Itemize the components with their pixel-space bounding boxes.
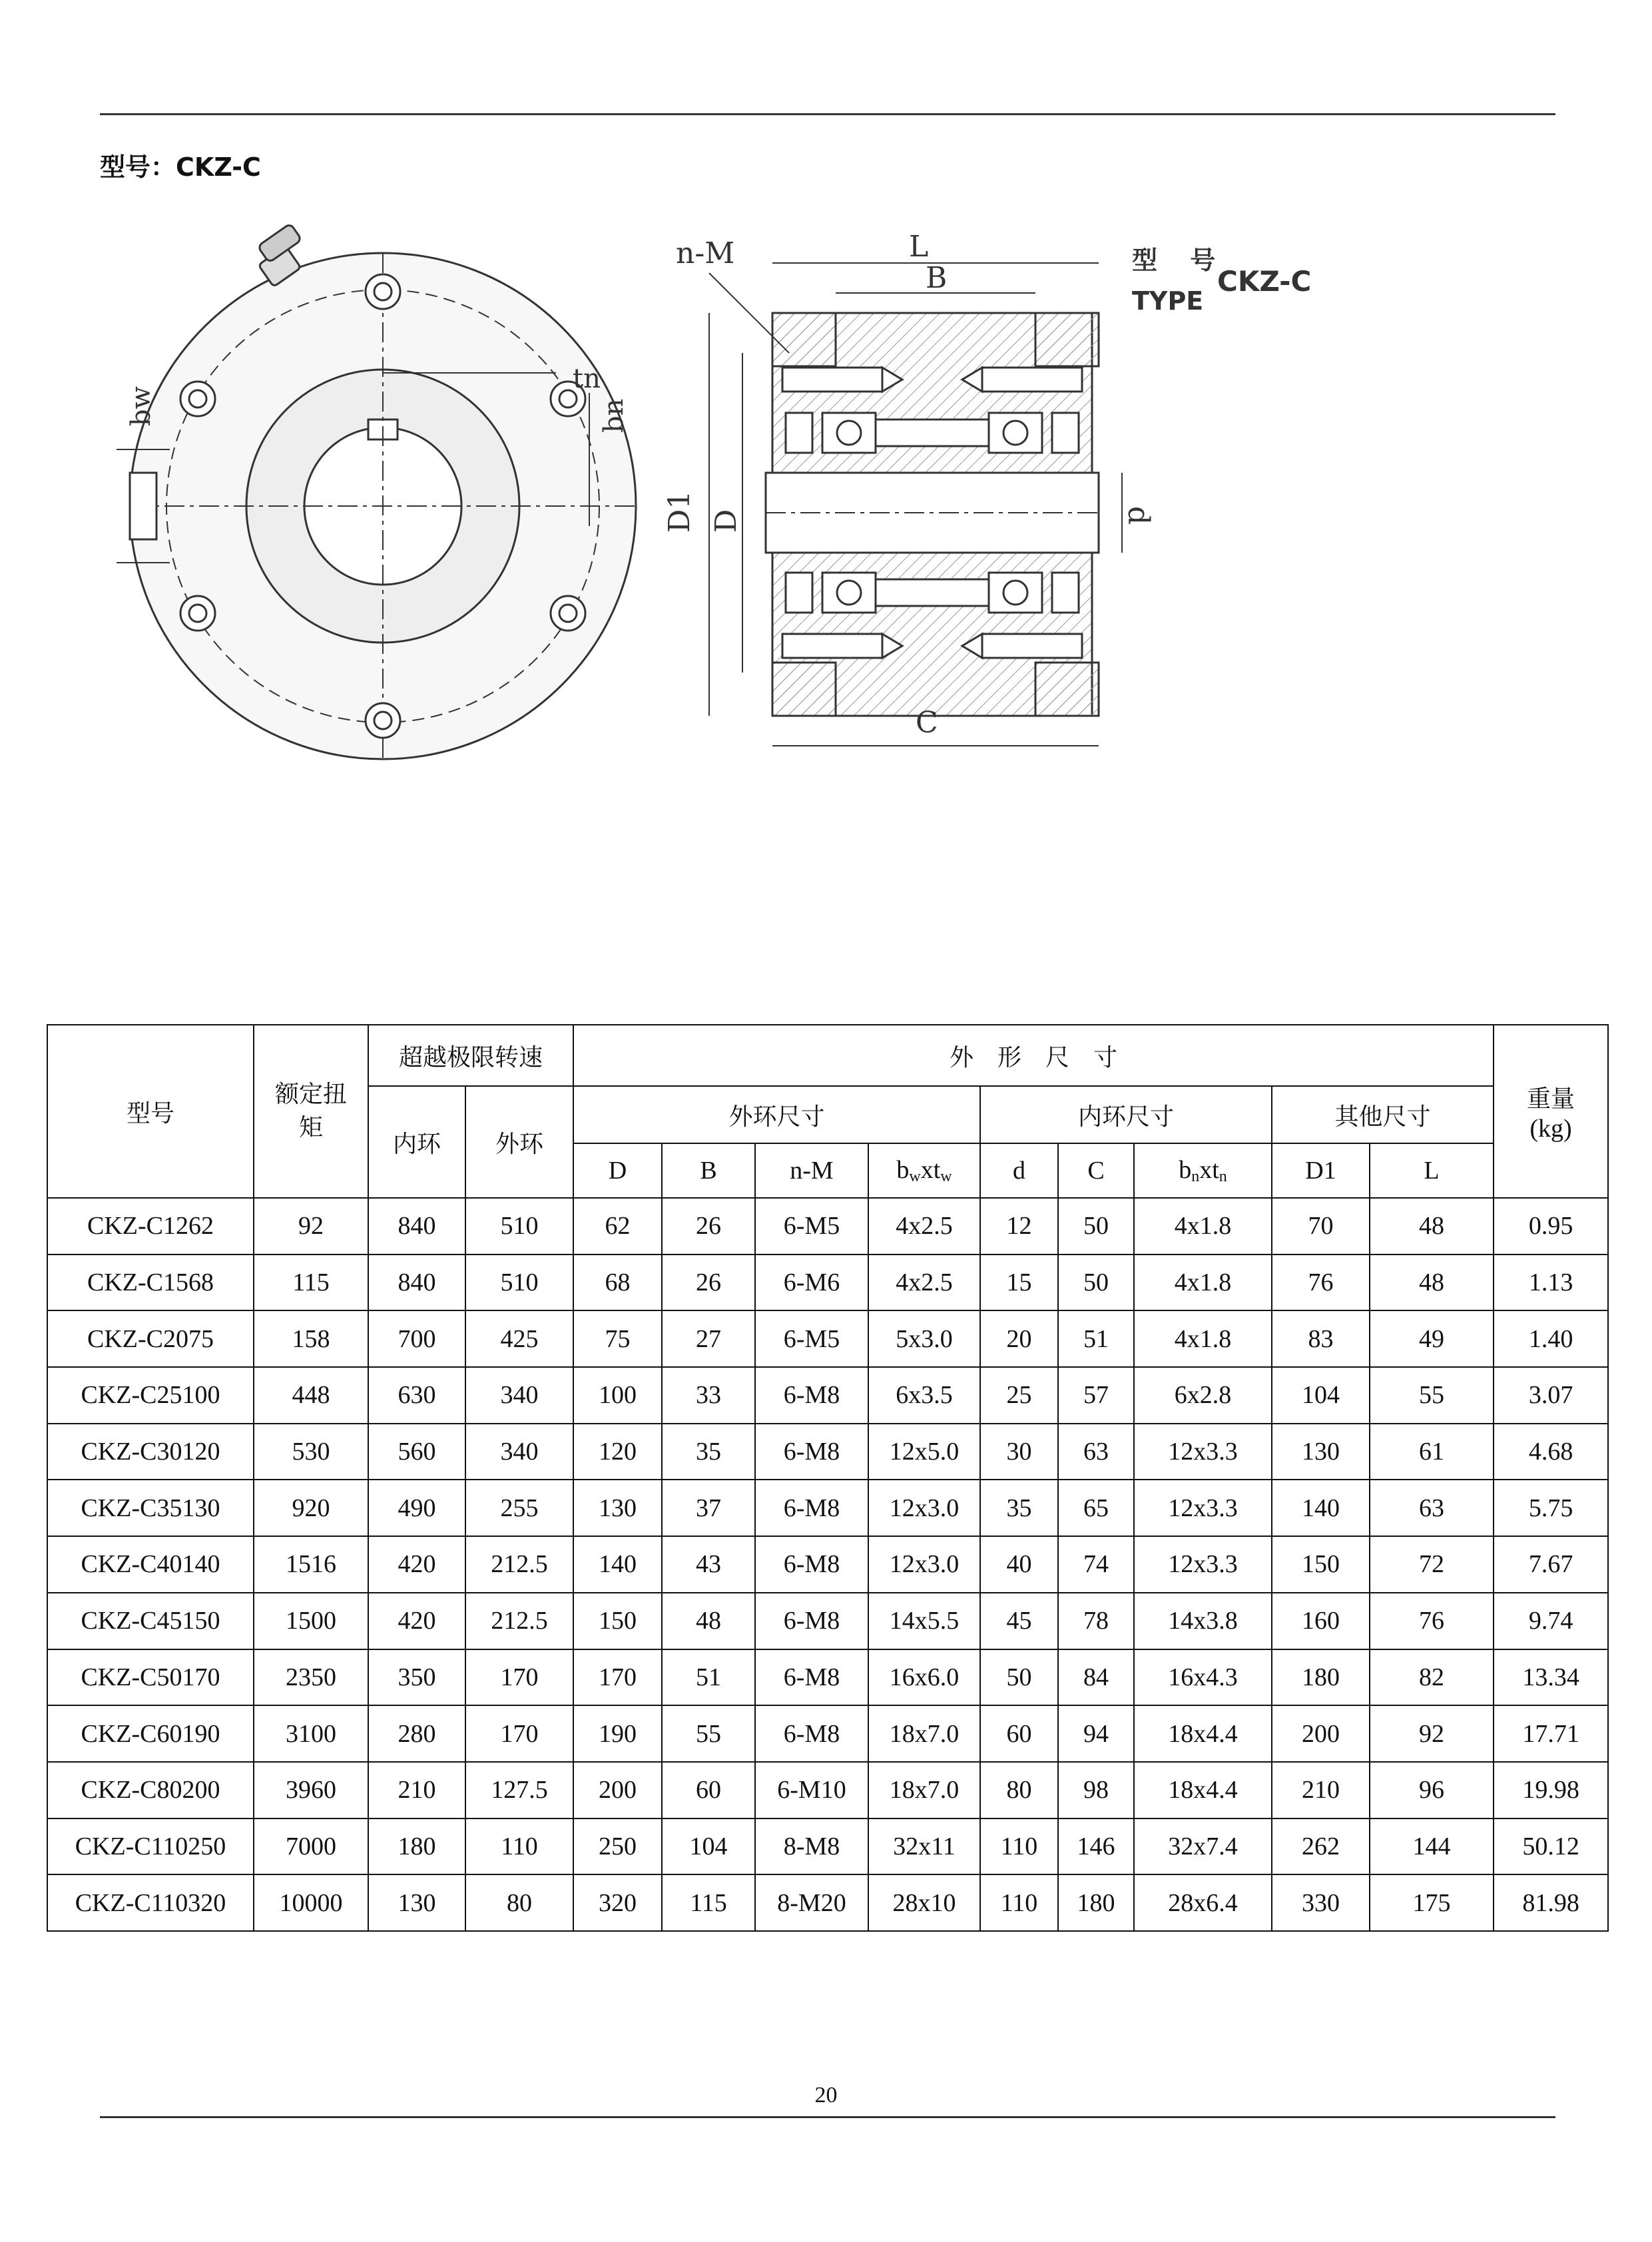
table-cell: 130: [368, 1874, 465, 1931]
header-other-dims: 其他尺寸: [1272, 1086, 1494, 1143]
table-cell: 5.75: [1494, 1480, 1608, 1536]
header-d: d: [980, 1143, 1058, 1198]
table-cell: 84: [1058, 1649, 1134, 1706]
table-cell: 6x2.8: [1134, 1367, 1272, 1424]
table-cell: CKZ-C35130: [47, 1480, 254, 1536]
table-cell: 12x5.0: [868, 1424, 980, 1480]
table-cell: 12: [980, 1198, 1058, 1255]
table-row: [47, 1649, 1608, 1706]
table-cell: 510: [465, 1198, 573, 1255]
table-cell: 3960: [254, 1762, 368, 1819]
table-cell: 81.98: [1494, 1874, 1608, 1931]
bwxtw-b: b: [896, 1156, 910, 1184]
table-cell: 40: [980, 1536, 1058, 1593]
table-cell: 490: [368, 1480, 465, 1536]
table-cell: 115: [254, 1255, 368, 1311]
bwxtw-sub2: w: [940, 1168, 952, 1185]
table-cell: 61: [1370, 1424, 1494, 1480]
table-cell: 150: [1272, 1536, 1370, 1593]
table-row: [47, 1874, 1608, 1931]
table-cell: 144: [1370, 1819, 1494, 1875]
table-cell: 6-M8: [755, 1424, 868, 1480]
table-cell: 48: [1370, 1198, 1494, 1255]
table-cell: 18x7.0: [868, 1762, 980, 1819]
table-cell: 75: [573, 1310, 662, 1367]
table-cell: 330: [1272, 1874, 1370, 1931]
table-cell: 6-M8: [755, 1480, 868, 1536]
table-cell: 127.5: [465, 1762, 573, 1819]
table-cell: 420: [368, 1536, 465, 1593]
table-cell: 94: [1058, 1705, 1134, 1762]
dim-label-D1: D1: [663, 490, 696, 533]
table-cell: 51: [662, 1649, 755, 1706]
bottom-rule: [100, 2116, 1555, 2118]
table-cell: CKZ-C30120: [47, 1424, 254, 1480]
table-cell: 5x3.0: [868, 1310, 980, 1367]
table-cell: 35: [662, 1424, 755, 1480]
bnxtn-sub1: n: [1191, 1168, 1200, 1185]
table-cell: 6-M8: [755, 1649, 868, 1706]
table-cell: 26: [662, 1255, 755, 1311]
table-cell: 160: [1272, 1593, 1370, 1649]
table-cell: 28x6.4: [1134, 1874, 1272, 1931]
table-cell: 6-M8: [755, 1536, 868, 1593]
table-cell: 19.98: [1494, 1762, 1608, 1819]
table-cell: 212.5: [465, 1593, 573, 1649]
dim-label-nM: n-M: [676, 236, 735, 270]
table-cell: 74: [1058, 1536, 1134, 1593]
table-row: [47, 1480, 1608, 1536]
table-cell: 120: [573, 1424, 662, 1480]
section-view: [709, 263, 1122, 746]
table-cell: 8-M8: [755, 1819, 868, 1875]
table-cell: 3.07: [1494, 1367, 1608, 1424]
table-cell: 3100: [254, 1705, 368, 1762]
table-cell: 43: [662, 1536, 755, 1593]
table-cell: 82: [1370, 1649, 1494, 1706]
table-cell: 18x4.4: [1134, 1762, 1272, 1819]
table-cell: 49: [1370, 1310, 1494, 1367]
table-cell: 8-M20: [755, 1874, 868, 1931]
table-cell: 17.71: [1494, 1705, 1608, 1762]
table-cell: 110: [980, 1819, 1058, 1875]
header-outer-ring: 外环: [465, 1086, 573, 1198]
table-cell: 150: [573, 1593, 662, 1649]
header-D: D: [573, 1143, 662, 1198]
table-cell: 280: [368, 1705, 465, 1762]
table-cell: 55: [662, 1705, 755, 1762]
bnxtn-mid: xt: [1199, 1156, 1219, 1184]
table-cell: 130: [573, 1480, 662, 1536]
table-cell: 262: [1272, 1819, 1370, 1875]
header-model: 型号: [47, 1025, 254, 1198]
dim-label-tn: tn: [573, 364, 601, 394]
table-cell: 50: [980, 1649, 1058, 1706]
table-cell: 6-M8: [755, 1367, 868, 1424]
header-bwxtw: [868, 1143, 980, 1198]
table-cell: 4x1.8: [1134, 1255, 1272, 1311]
table-cell: 320: [573, 1874, 662, 1931]
dim-label-bw: bw: [126, 386, 156, 426]
bwxtw-sub1: w: [909, 1168, 921, 1185]
page-number: 20: [814, 2083, 838, 2107]
table-cell: 15: [980, 1255, 1058, 1311]
header-C: C: [1058, 1143, 1134, 1198]
table-cell: 18x7.0: [868, 1705, 980, 1762]
table-cell: 35: [980, 1480, 1058, 1536]
table-cell: 158: [254, 1310, 368, 1367]
table-cell: 12x3.3: [1134, 1424, 1272, 1480]
table-cell: 180: [1272, 1649, 1370, 1706]
spec-table: [47, 1024, 1609, 1932]
table-cell: 0.95: [1494, 1198, 1608, 1255]
table-cell: 78: [1058, 1593, 1134, 1649]
table-cell: CKZ-C110320: [47, 1874, 254, 1931]
table-cell: CKZ-C60190: [47, 1705, 254, 1762]
table-cell: 63: [1058, 1424, 1134, 1480]
table-cell: 560: [368, 1424, 465, 1480]
header-weight: [1494, 1025, 1608, 1198]
table-cell: CKZ-C110250: [47, 1819, 254, 1875]
header-torque: 额定扭矩: [254, 1025, 368, 1198]
table-row: [47, 1198, 1608, 1255]
header-L: L: [1370, 1143, 1494, 1198]
table-cell: 60: [662, 1762, 755, 1819]
table-cell: 45: [980, 1593, 1058, 1649]
table-cell: 57: [1058, 1367, 1134, 1424]
table-cell: 70: [1272, 1198, 1370, 1255]
table-cell: 530: [254, 1424, 368, 1480]
dim-label-B: B: [926, 261, 948, 295]
table-cell: 700: [368, 1310, 465, 1367]
table-cell: 72: [1370, 1536, 1494, 1593]
table-cell: 420: [368, 1593, 465, 1649]
type-label-en: TYPE: [1132, 286, 1204, 316]
table-row: [47, 1593, 1608, 1649]
table-cell: 140: [1272, 1480, 1370, 1536]
table-cell: 18x4.4: [1134, 1705, 1272, 1762]
table-row: [47, 1705, 1608, 1762]
table-cell: 4x2.5: [868, 1198, 980, 1255]
table-cell: 510: [465, 1255, 573, 1311]
table-cell: 840: [368, 1198, 465, 1255]
table-cell: 28x10: [868, 1874, 980, 1931]
table-cell: 6-M10: [755, 1762, 868, 1819]
table-cell: 6-M5: [755, 1198, 868, 1255]
table-cell: 48: [1370, 1255, 1494, 1311]
table-row: [47, 1762, 1608, 1819]
table-cell: CKZ-C2075: [47, 1310, 254, 1367]
table-cell: 1500: [254, 1593, 368, 1649]
table-row: [47, 1255, 1608, 1311]
table-cell: 80: [980, 1762, 1058, 1819]
table-cell: 7.67: [1494, 1536, 1608, 1593]
page-title: 型号：CKZ-C: [100, 152, 261, 182]
table-cell: 6-M6: [755, 1255, 868, 1311]
table-cell: 115: [662, 1874, 755, 1931]
table-cell: 200: [573, 1762, 662, 1819]
header-B: B: [662, 1143, 755, 1198]
table-cell: 250: [573, 1819, 662, 1875]
table-cell: 350: [368, 1649, 465, 1706]
header-inner-dims: 内环尺寸: [980, 1086, 1272, 1143]
table-cell: 37: [662, 1480, 755, 1536]
table-cell: 210: [368, 1762, 465, 1819]
header-bnxtn: [1134, 1143, 1272, 1198]
table-cell: 180: [1058, 1874, 1134, 1931]
table-cell: 16x6.0: [868, 1649, 980, 1706]
table-cell: 14x3.8: [1134, 1593, 1272, 1649]
table-cell: 33: [662, 1367, 755, 1424]
table-cell: 140: [573, 1536, 662, 1593]
table-cell: 10000: [254, 1874, 368, 1931]
table-row: [47, 1367, 1608, 1424]
header-inner-ring: 内环: [368, 1086, 465, 1198]
header-weight-label: 重量: [1527, 1085, 1575, 1113]
table-row: [47, 1310, 1608, 1367]
table-cell: CKZ-C50170: [47, 1649, 254, 1706]
table-cell: 30: [980, 1424, 1058, 1480]
table-cell: 210: [1272, 1762, 1370, 1819]
table-cell: CKZ-C1568: [47, 1255, 254, 1311]
bnxtn-b: b: [1179, 1156, 1192, 1184]
table-cell: 60: [980, 1705, 1058, 1762]
table-cell: 1516: [254, 1536, 368, 1593]
table-cell: CKZ-C1262: [47, 1198, 254, 1255]
table-cell: 920: [254, 1480, 368, 1536]
dim-label-L: L: [909, 230, 929, 264]
dim-label-bn: bn: [599, 398, 629, 433]
dim-label-d: d: [1121, 506, 1155, 525]
table-cell: 83: [1272, 1310, 1370, 1367]
table-cell: 212.5: [465, 1536, 573, 1593]
header-dimensions-group: 外 形 尺 寸: [573, 1025, 1494, 1086]
table-cell: 12x3.0: [868, 1480, 980, 1536]
table-cell: 26: [662, 1198, 755, 1255]
table-cell: CKZ-C40140: [47, 1536, 254, 1593]
front-view: [117, 224, 636, 759]
table-cell: 170: [465, 1649, 573, 1706]
spec-table-body: [47, 1198, 1608, 1931]
table-cell: 4.68: [1494, 1424, 1608, 1480]
header-nM: n-M: [755, 1143, 868, 1198]
dim-label-D: D: [709, 509, 743, 533]
type-model: CKZ-C: [1217, 265, 1312, 298]
table-cell: 110: [465, 1819, 573, 1875]
dim-label-C: C: [916, 706, 938, 740]
table-cell: 14x5.5: [868, 1593, 980, 1649]
table-cell: 7000: [254, 1819, 368, 1875]
table-cell: 50.12: [1494, 1819, 1608, 1875]
bnxtn-sub2: n: [1219, 1168, 1227, 1185]
table-cell: CKZ-C45150: [47, 1593, 254, 1649]
table-cell: 32x7.4: [1134, 1819, 1272, 1875]
table-cell: 12x3.3: [1134, 1536, 1272, 1593]
table-cell: 4x2.5: [868, 1255, 980, 1311]
table-cell: 4x1.8: [1134, 1198, 1272, 1255]
table-cell: 104: [662, 1819, 755, 1875]
table-cell: 50: [1058, 1255, 1134, 1311]
table-cell: 98: [1058, 1762, 1134, 1819]
table-cell: 130: [1272, 1424, 1370, 1480]
table-cell: 6-M8: [755, 1705, 868, 1762]
table-cell: 55: [1370, 1367, 1494, 1424]
table-cell: CKZ-C80200: [47, 1762, 254, 1819]
table-row: [47, 1424, 1608, 1480]
table-cell: 16x4.3: [1134, 1649, 1272, 1706]
table-cell: 448: [254, 1367, 368, 1424]
table-cell: 200: [1272, 1705, 1370, 1762]
table-cell: 340: [465, 1424, 573, 1480]
table-cell: 12x3.3: [1134, 1480, 1272, 1536]
table-cell: 170: [573, 1649, 662, 1706]
table-cell: 62: [573, 1198, 662, 1255]
type-label-cn: 型 号: [1132, 246, 1228, 275]
table-cell: 6-M8: [755, 1593, 868, 1649]
table-cell: 425: [465, 1310, 573, 1367]
table-cell: 110: [980, 1874, 1058, 1931]
table-cell: 48: [662, 1593, 755, 1649]
table-cell: 840: [368, 1255, 465, 1311]
table-cell: 146: [1058, 1819, 1134, 1875]
header-D1: D1: [1272, 1143, 1370, 1198]
table-cell: 76: [1272, 1255, 1370, 1311]
table-cell: 50: [1058, 1198, 1134, 1255]
table-cell: 1.40: [1494, 1310, 1608, 1367]
table-cell: 4x1.8: [1134, 1310, 1272, 1367]
table-cell: 9.74: [1494, 1593, 1608, 1649]
header-speed-group: 超越极限转速: [368, 1025, 573, 1086]
table-cell: 175: [1370, 1874, 1494, 1931]
header-weight-unit: (kg): [1529, 1114, 1572, 1143]
table-row: [47, 1536, 1608, 1593]
table-cell: 180: [368, 1819, 465, 1875]
table-cell: 6x3.5: [868, 1367, 980, 1424]
table-cell: 6-M5: [755, 1310, 868, 1367]
table-cell: 20: [980, 1310, 1058, 1367]
table-cell: 12x3.0: [868, 1536, 980, 1593]
table-cell: 27: [662, 1310, 755, 1367]
table-cell: 170: [465, 1705, 573, 1762]
table-cell: 63: [1370, 1480, 1494, 1536]
table-cell: 1.13: [1494, 1255, 1608, 1311]
table-cell: 340: [465, 1367, 573, 1424]
table-row: [47, 1819, 1608, 1875]
table-cell: 32x11: [868, 1819, 980, 1875]
header-outer-dims: 外环尺寸: [573, 1086, 980, 1143]
table-cell: 630: [368, 1367, 465, 1424]
table-cell: 2350: [254, 1649, 368, 1706]
table-cell: CKZ-C25100: [47, 1367, 254, 1424]
table-cell: 76: [1370, 1593, 1494, 1649]
top-rule: [100, 113, 1555, 115]
table-cell: 51: [1058, 1310, 1134, 1367]
table-cell: 13.34: [1494, 1649, 1608, 1706]
table-cell: 100: [573, 1367, 662, 1424]
table-cell: 65: [1058, 1480, 1134, 1536]
table-cell: 255: [465, 1480, 573, 1536]
table-cell: 104: [1272, 1367, 1370, 1424]
table-cell: 92: [1370, 1705, 1494, 1762]
table-cell: 92: [254, 1198, 368, 1255]
table-cell: 68: [573, 1255, 662, 1311]
table-cell: 190: [573, 1705, 662, 1762]
bwxtw-mid: xt: [920, 1156, 941, 1184]
table-cell: 96: [1370, 1762, 1494, 1819]
table-cell: 80: [465, 1874, 573, 1931]
table-cell: 25: [980, 1367, 1058, 1424]
